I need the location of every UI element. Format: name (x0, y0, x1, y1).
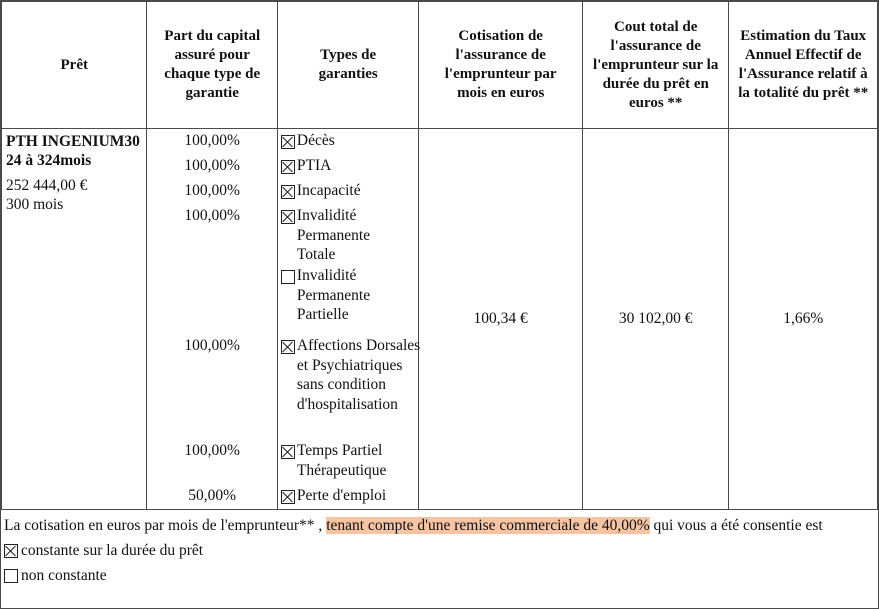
taeg-value: 1,66% (729, 129, 878, 510)
checkbox-icon (281, 135, 295, 149)
part-value: 100,00% (184, 207, 240, 224)
checkbox-icon (281, 210, 295, 224)
header-row (2, 2, 878, 129)
loan-name: PTH INGENIUM30 24 à 324mois (6, 133, 140, 169)
checkbox-icon (281, 490, 295, 504)
footer-note (1, 511, 879, 586)
guarantee-item: Perte d'emploi (281, 486, 418, 506)
footer-sentence: La cotisation en euros par mois de l'emprunteur** , tenant compte d'une remise commerciale de 40,00% qui vous a été consentie est (4, 517, 823, 534)
cout-total-value: 30 102,00 € (582, 129, 729, 510)
option-non-constant: non constante (4, 565, 877, 586)
guarantees-cell (277, 129, 421, 510)
checkbox-icon (4, 569, 18, 583)
checkbox-icon (4, 544, 18, 558)
part-value: 100,00% (184, 442, 240, 459)
guarantee-item: Affections Dorsales et Psychiatriques sans condition d'hospitalisation (281, 336, 421, 441)
cotisation-value: 100,34 € (419, 129, 583, 510)
loan-duration: 300 mois (6, 196, 64, 213)
part-value: 100,00% (184, 132, 240, 149)
header-cotisation: Cotisation de l'assurance de l'emprunteur par mois en euros (419, 2, 583, 129)
part-value: 50,00% (188, 487, 237, 504)
part-value: 100,00% (184, 337, 240, 354)
part-value: 100,00% (184, 157, 240, 174)
insurance-table (1, 1, 878, 510)
guarantee-item: Incapacité (281, 181, 418, 206)
loan-amount: 252 444,00 € (6, 177, 88, 194)
loan-cell (2, 129, 147, 510)
checkbox-icon (281, 445, 295, 459)
parts-cell (147, 129, 277, 510)
discount-highlight: tenant compte d'une remise commerciale de 40,00% (326, 517, 650, 534)
option-constant: constante sur la durée du prêt (4, 540, 877, 561)
guarantee-item: Décès (281, 131, 418, 156)
checkbox-icon (281, 270, 295, 284)
checkbox-icon (281, 160, 295, 174)
header-part: Part du capital assuré pour chaque type de garantie (147, 2, 277, 129)
checkbox-icon (281, 340, 295, 354)
part-value: 100,00% (184, 182, 240, 199)
loan-row (2, 129, 878, 510)
header-taeg: Estimation du Taux Annuel Effectif de l'Assurance relatif à la totalité du prêt ** (729, 2, 878, 129)
guarantee-item: Invalidité Permanente Totale (281, 206, 391, 266)
guarantee-item: PTIA (281, 156, 418, 181)
guarantee-item: Invalidité Permanente Partielle (281, 266, 391, 336)
part-value (147, 266, 276, 336)
header-types: Types de garanties (277, 2, 418, 129)
guarantee-item: Temps Partiel Thérapeutique (281, 441, 411, 486)
checkbox-icon (281, 185, 295, 199)
header-loan: Prêt (2, 2, 147, 129)
header-cout-total: Cout total de l'assurance de l'emprunteur sur la durée du prêt en euros ** (582, 2, 729, 129)
